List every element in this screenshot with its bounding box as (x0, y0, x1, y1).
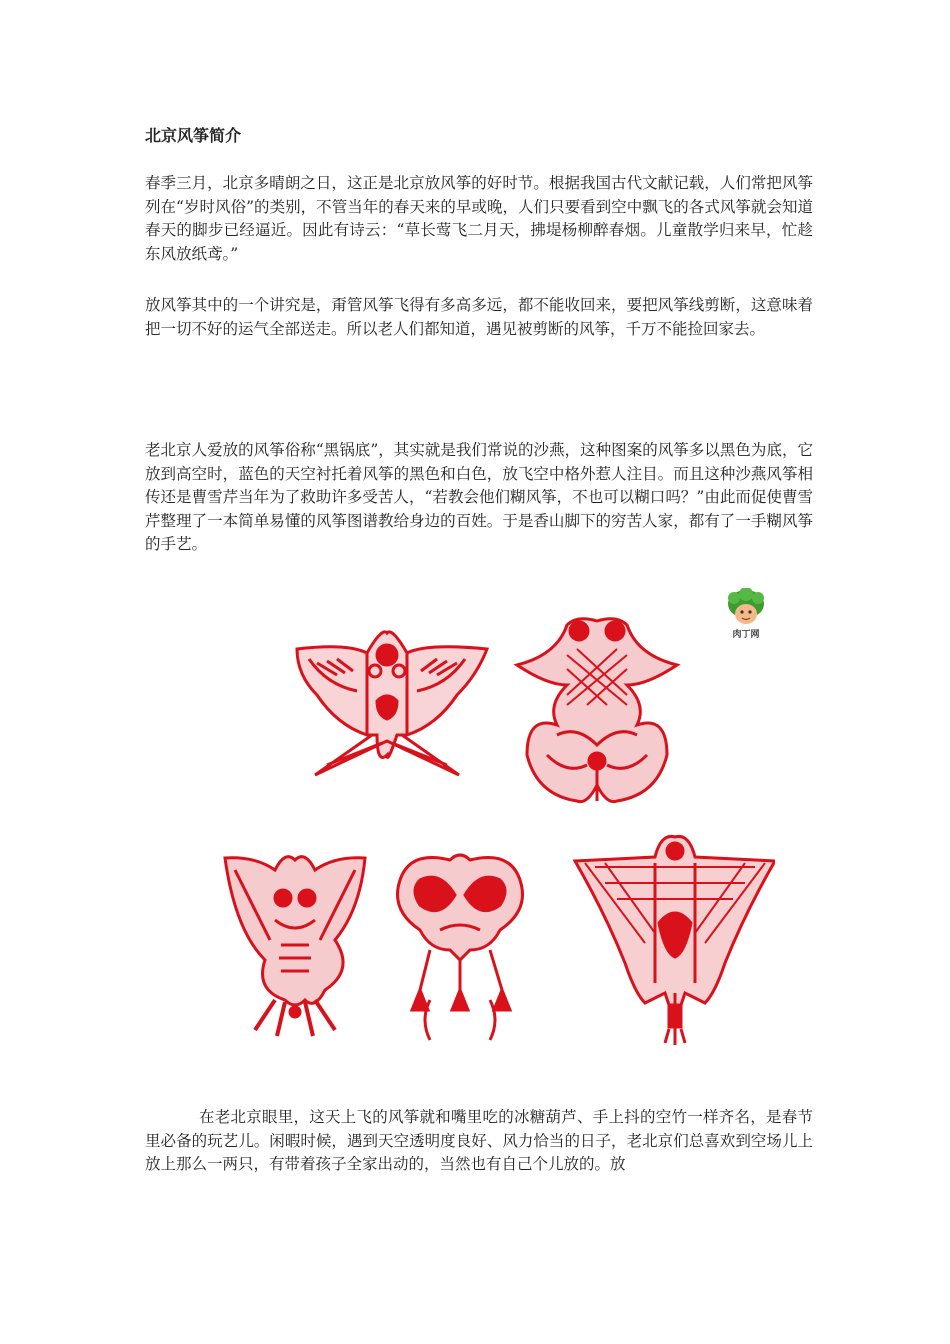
document-title: 北京风筝简介 (145, 126, 242, 145)
mascot-icon (724, 588, 768, 628)
paragraph-shayan: 老北京人爱放的风筝俗称“黑锅底”，其实就是我们常说的沙燕，这种图案的风筝多以黑色为底，它放到高空时，蓝色的天空衬托着风筝的黑色和白色，放飞空中格外惹人注目。而且这种沙燕风筝相传还是曹雪芹当年为了救助许多受苦人，“若教会他们糊风筝，不也可以糊口吗？”由此而促使曹雪芹整理了一本简单易懂的风筝图谱教给身边的百姓。于是香山脚下的穷苦人家，都有了一手糊风筝的手艺。 (145, 441, 813, 553)
goldfish-kite-icon (517, 619, 677, 802)
swallow-kite-icon (297, 632, 487, 775)
paragraph-spring: 春季三月，北京多晴朗之日，这正是北京放风筝的好时节。根据我国古代文献记载，人们常把风筝列在“岁时风俗”的类别，不管当年的春天来的早或晚，人们只要看到空中飘飞的各式风筝就会知道春天的脚步已经逼近。因此有诗云：“草长莺飞二月天，拂堤杨柳醉春烟。儿童散学归来早，忙趁东风放纸鸢。” (145, 174, 813, 263)
watermark-text: 肉丁网 (732, 630, 760, 640)
site-logo (724, 588, 768, 644)
paragraph-custom: 放风筝其中的一个讲究是，甭管风筝飞得有多高多远，都不能收回来，要把风筝线剪断，这意味着把一切不好的运气全部送走。所以老人们都知道，遇见被剪断的风筝，千万不能捡回家去。 (145, 296, 813, 338)
bat-kite-icon (225, 857, 365, 1036)
butterfly-kite-icon (398, 855, 523, 1040)
bird-kite-icon (575, 836, 775, 1045)
paragraph-old-beijing: 在老北京眼里，这天上飞的风筝就和嘴里吃的冰糖葫芦、手上抖的空竹一样齐名，是春节里必备的玩艺儿。闲暇时候，遇到天空透明度良好、风力恰当的日子，老北京们总喜欢到空场儿上放上那么一两只，有带着孩子全家出动的，当然也有自己个儿放的。放 (145, 1108, 813, 1173)
papercut-kites-figure (215, 585, 775, 1045)
